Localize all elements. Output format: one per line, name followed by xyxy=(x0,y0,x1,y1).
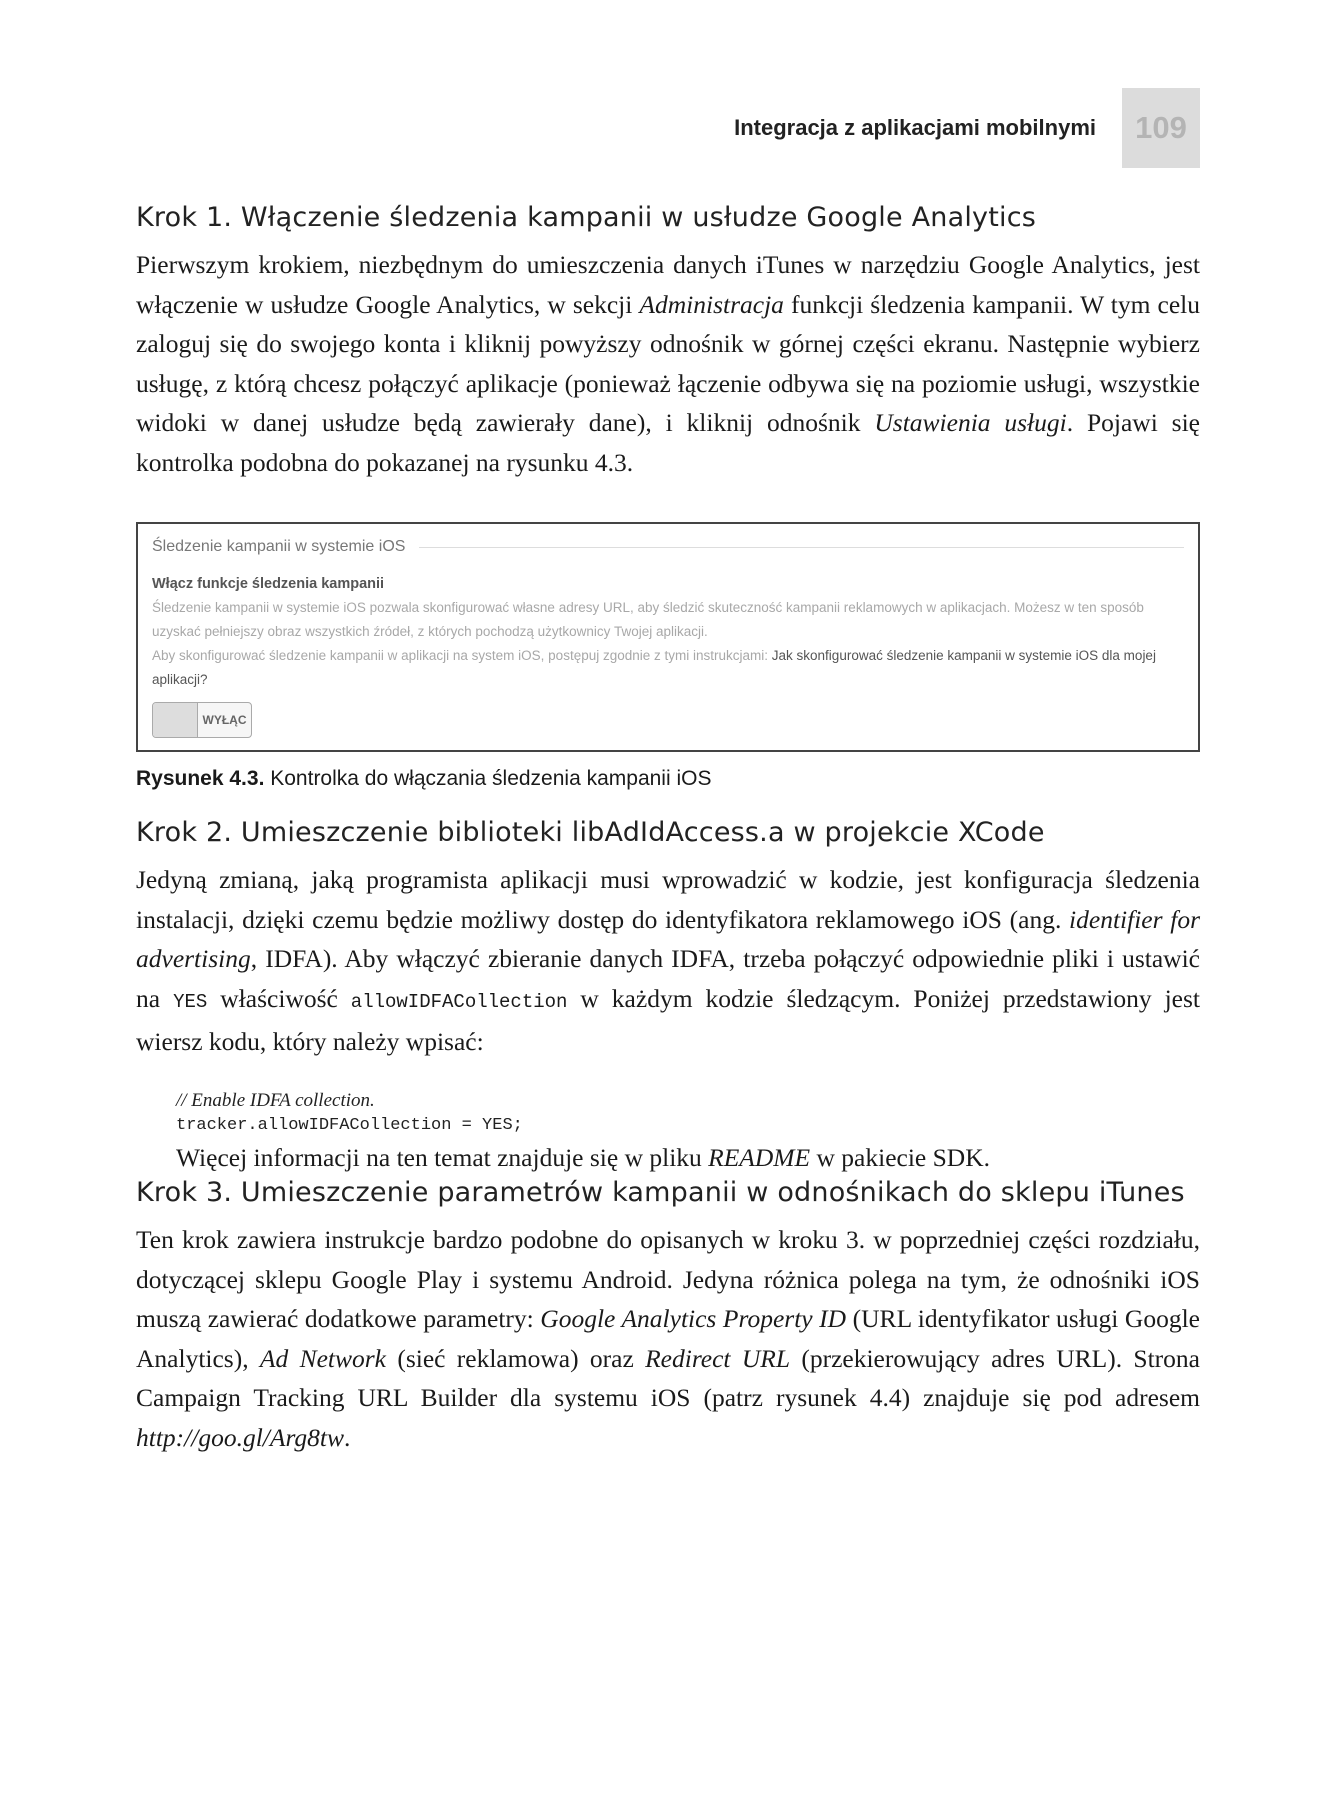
step-1-paragraph xyxy=(136,245,1200,482)
text-run: . xyxy=(344,1422,351,1452)
emphasis: Ustawienia usługi xyxy=(874,408,1067,437)
toggle-knob xyxy=(153,703,198,737)
inline-code: allowIDFACollection xyxy=(350,990,568,1013)
caption-label: Rysunek 4.3. xyxy=(136,767,265,790)
figure-setting-heading: Włącz funkcje śledzenia kampanii xyxy=(152,576,385,592)
divider xyxy=(419,547,1184,548)
text-run: Więcej informacji na ten temat znajduje się w pliku xyxy=(176,1142,709,1172)
figure-setting-description xyxy=(152,596,1184,692)
code-comment: // Enable IDFA collection. xyxy=(176,1089,375,1111)
emphasis: Redirect URL xyxy=(645,1343,791,1373)
figure-panel-title: Śledzenie kampanii w systemie iOS xyxy=(152,538,406,555)
step-3-heading: Krok 3. Umieszczenie parametrów kampanii w odnośnikach do sklepu iTunes xyxy=(136,1177,1185,1208)
code-block xyxy=(176,1088,1200,1138)
step-1-heading: Krok 1. Włączenie śledzenia kampanii w usłudze Google Analytics xyxy=(136,202,1037,233)
inline-code: YES xyxy=(173,990,208,1013)
text-run: Jedyną zmianą, jaką programista aplikacji musi wprowadzić w kodzie, jest konfiguracja śledzenia instalacji, dzięki czemu będzie możliwy dostęp do identyfikatora reklamowego iOS (ang. xyxy=(136,865,1200,934)
emphasis: Ad Network xyxy=(259,1343,386,1373)
toggle-label: WYŁĄC xyxy=(202,713,247,727)
text-run: Pierwszym krokiem, niezbędnym do umieszczenia danych iTunes w narzędziu Google Analytics, jest włączenie w usłudze Google Analytics, w sekcji xyxy=(136,250,1200,319)
step-2-heading: Krok 2. Umieszczenie biblioteki libAdIdAccess.a w projekcie XCode xyxy=(136,817,1045,848)
text-run: funkcji śledzenia kampanii. W tym celu zaloguj się do swojego konta i kliknij powyższy odnośnik w górnej części ekranu. Następnie wybierz usługę, z którą chcesz połączyć aplikacje (ponieważ łączenie odbywa się na poziomie usługi, wszystkie widoki w danej usłudze będą zawierały dane), i kliknij odnośnik xyxy=(136,289,1200,437)
page-header xyxy=(734,88,1200,168)
emphasis: README xyxy=(708,1142,811,1172)
text-run: (sieć reklamowa) oraz xyxy=(386,1343,646,1373)
text-run: w pakiecie SDK. xyxy=(810,1142,990,1172)
step-2-paragraph xyxy=(136,860,1200,1062)
text-run: (przekierowujący adres URL). Strona Campaign Tracking URL Builder dla systemu iOS (patrz rysunek 4.4) znajduje się pod adresem xyxy=(136,1343,1200,1412)
tracking-toggle[interactable] xyxy=(152,702,252,738)
url-link[interactable]: http://goo.gl/Arg8tw xyxy=(136,1422,345,1452)
text-run: w każdym kodzie śledzącym. Poniżej przedstawiony jest wiersz kodu, który należy wpisać: xyxy=(136,983,1200,1056)
page-number: 109 xyxy=(1122,88,1200,168)
emphasis: Google Analytics Property ID xyxy=(540,1304,847,1333)
figure-caption xyxy=(136,767,1200,791)
text-run: właściwość xyxy=(207,983,351,1013)
text-run: Ten krok zawiera instrukcje bardzo podobne do opisanych w kroku 3. w poprzedniej części rozdziału, dotyczącej sklepu Google Play i systemu Android. Jedyna różnica polega na tym, że odnośniki iOS muszą zawierać dodatkowe parametry: xyxy=(136,1225,1200,1333)
text-run: . Pojawi się kontrolka podobna do pokazanej na rysunku 4.3. xyxy=(136,408,1200,477)
emphasis: Administracja xyxy=(639,289,784,319)
caption-text: Kontrolka do włączania śledzenia kampanii iOS xyxy=(264,767,712,790)
code-line: tracker.allowIDFACollection = YES; xyxy=(176,1115,523,1135)
help-link[interactable]: Jak skonfigurować śledzenie kampanii w systemie iOS dla mojej aplikacji? xyxy=(152,648,1156,687)
description-text: Śledzenie kampanii w systemie iOS pozwala skonfigurować własne adresy URL, aby śledzić skuteczność kampanii reklamowych w aplikacjach. Możesz w ten sposób uzyskać pełniejszy obraz wszystkich źródeł, z których pochodzą użytkownicy Twojej aplikacji. xyxy=(152,600,1144,639)
running-title: Integracja z aplikacjami mobilnymi xyxy=(734,115,1096,140)
description-text: Aby skonfigurować śledzenie kampanii w aplikacji na system iOS, postępuj zgodnie z tymi instrukcjami: xyxy=(152,648,772,663)
page-content xyxy=(136,202,1200,1457)
figure-4-3 xyxy=(136,522,1200,752)
step-3-paragraph xyxy=(136,1220,1200,1457)
text-run: , IDFA). Aby włączyć zbieranie danych IDFA, trzeba połączyć odpowiednie pliki i ustawić na xyxy=(136,944,1200,1013)
more-info-paragraph xyxy=(136,1138,1200,1178)
text-run: (URL identyfikator usługi Google Analytics), xyxy=(136,1304,1200,1373)
emphasis: identifier for advertising xyxy=(136,904,1200,973)
figure-title-row xyxy=(152,538,1184,556)
